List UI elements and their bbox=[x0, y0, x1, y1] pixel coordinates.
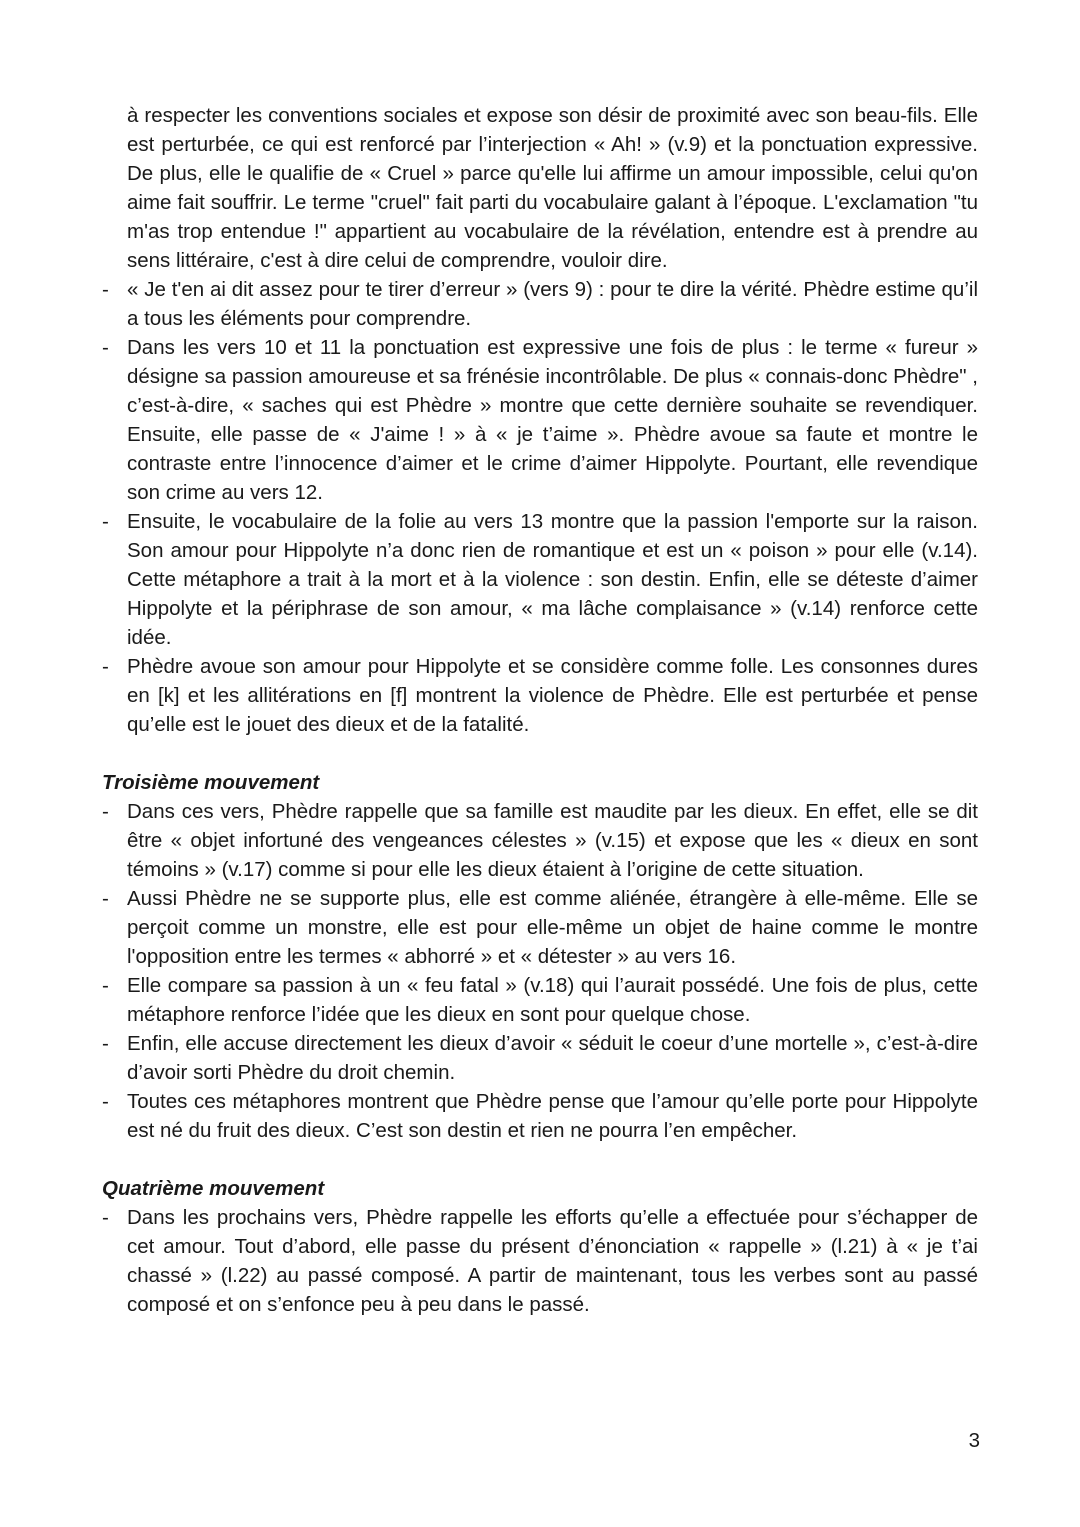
first-movement-list bbox=[102, 275, 978, 739]
bullet-dash: - bbox=[102, 336, 109, 359]
bullet-dash: - bbox=[102, 974, 109, 997]
bullet-dash: - bbox=[102, 278, 109, 301]
list-item bbox=[102, 333, 978, 507]
list-item bbox=[102, 1203, 978, 1319]
list-item bbox=[102, 1087, 978, 1145]
list-item bbox=[102, 1029, 978, 1087]
fourth-movement-list bbox=[102, 1203, 978, 1319]
page-number: 3 bbox=[968, 1429, 980, 1452]
bullet-dash: - bbox=[102, 1090, 109, 1113]
section-heading-third-movement: Troisième mouvement bbox=[102, 771, 320, 794]
bullet-dash: - bbox=[102, 655, 109, 678]
list-item-text: Elle compare sa passion à un « feu fatal » (v.18) qui l’aurait possédé. Une fois de plus, cette métaphore renforce l’idée que les dieux en sont pour quelque chose. bbox=[127, 974, 978, 1026]
list-item-text: Aussi Phèdre ne se supporte plus, elle est comme aliénée, étrangère à elle-même. Elle se perçoit comme un monstre, elle est pour elle-même un objet de haine comme le montre l'opposition entre les termes « abhorré » et « détester » au vers 16. bbox=[127, 887, 978, 968]
list-item bbox=[102, 797, 978, 884]
list-item-text: Enfin, elle accuse directement les dieux d’avoir « séduit le coeur d’une mortelle », c’est-à-dire d’avoir sorti Phèdre du droit chemin. bbox=[127, 1032, 978, 1084]
list-item-text: Toutes ces métaphores montrent que Phèdre pense que l’amour qu’elle porte pour Hippolyte est né du fruit des dieux. C’est son destin et rien ne pourra l’en empêcher. bbox=[127, 1090, 978, 1142]
page-content bbox=[102, 101, 978, 1319]
third-movement-list bbox=[102, 797, 978, 1145]
bullet-dash: - bbox=[102, 1032, 109, 1055]
list-item-text: « Je t'en ai dit assez pour te tirer d’erreur » (vers 9) : pour te dire la vérité. Phèdre estime qu’il a tous les éléments pour comprendre. bbox=[127, 278, 978, 330]
bullet-dash: - bbox=[102, 1206, 109, 1229]
list-item bbox=[102, 507, 978, 652]
list-item-text: Ensuite, le vocabulaire de la folie au vers 13 montre que la passion l'emporte sur la raison. Son amour pour Hippolyte n’a donc rien de romantique et est un « poison » pour elle (v.14). Cette métaphore a trait à la mort et à la violence : son destin. Enfin, elle se déteste d’aimer Hippolyte et la périphrase de son amour, « ma lâche complaisance » (v.14) renforce cette idée. bbox=[127, 510, 978, 649]
list-item-text: Dans les prochains vers, Phèdre rappelle les efforts qu’elle a effectuée pour s’échapper de cet amour. Tout d’abord, elle passe du présent d’énonciation « rappelle » (l.21) à « je t’ai chassé » (l.22) au passé composé. A partir de maintenant, tous les verbes sont au passé composé et on s’enfonce peu à peu dans le passé. bbox=[127, 1206, 978, 1316]
intro-paragraph: à respecter les conventions sociales et expose son désir de proximité avec son beau-fils. Elle est perturbée, ce qui est renforcé par l’interjection « Ah! » (v.9) et la ponctuation expressive. De plus, elle le qualifie de « Cruel » parce qu'elle lui affirme un amour impossible, celui qu'on aime fait souffrir. Le terme "cruel" fait parti du vocabulaire galant à l’époque. L'exclamation "tu m'as trop entendue !" appartient au vocabulaire de la révélation, entendre est à prendre au sens littéraire, c'est à dire celui de comprendre, vouloir dire. bbox=[127, 104, 978, 272]
bullet-dash: - bbox=[102, 510, 109, 533]
list-item-text: Dans ces vers, Phèdre rappelle que sa famille est maudite par les dieux. En effet, elle se dit être « objet infortuné des vengeances célestes » (v.15) et expose que les « dieux en sont témoins » (v.17) comme si pour elle les dieux étaient à l’origine de cette situation. bbox=[127, 800, 978, 881]
list-item-text: Dans les vers 10 et 11 la ponctuation est expressive une fois de plus : le terme « fureur » désigne sa passion amoureuse et sa frénésie incontrôlable. De plus « connais-donc Phèdre" , c’est-à-dire, « saches qui est Phèdre » montre que cette dernière souhaite se revendiquer. Ensuite, elle passe de « J'aime ! » à « je t’aime ». Phèdre avoue sa faute et montre le contraste entre l’innocence d’aimer et le crime d’aimer Hippolyte. Pourtant, elle revendique son crime au vers 12. bbox=[127, 336, 978, 504]
bullet-dash: - bbox=[102, 800, 109, 823]
list-item bbox=[102, 884, 978, 971]
list-item bbox=[102, 275, 978, 333]
list-item bbox=[102, 652, 978, 739]
section-heading-fourth-movement: Quatrième mouvement bbox=[102, 1177, 325, 1200]
list-item-text: Phèdre avoue son amour pour Hippolyte et se considère comme folle. Les consonnes dures en [k] et les allitérations en [f] montrent la violence de Phèdre. Elle est perturbée et pense qu’elle est le jouet des dieux et de la fatalité. bbox=[127, 655, 978, 736]
list-item bbox=[102, 971, 978, 1029]
bullet-dash: - bbox=[102, 887, 109, 910]
